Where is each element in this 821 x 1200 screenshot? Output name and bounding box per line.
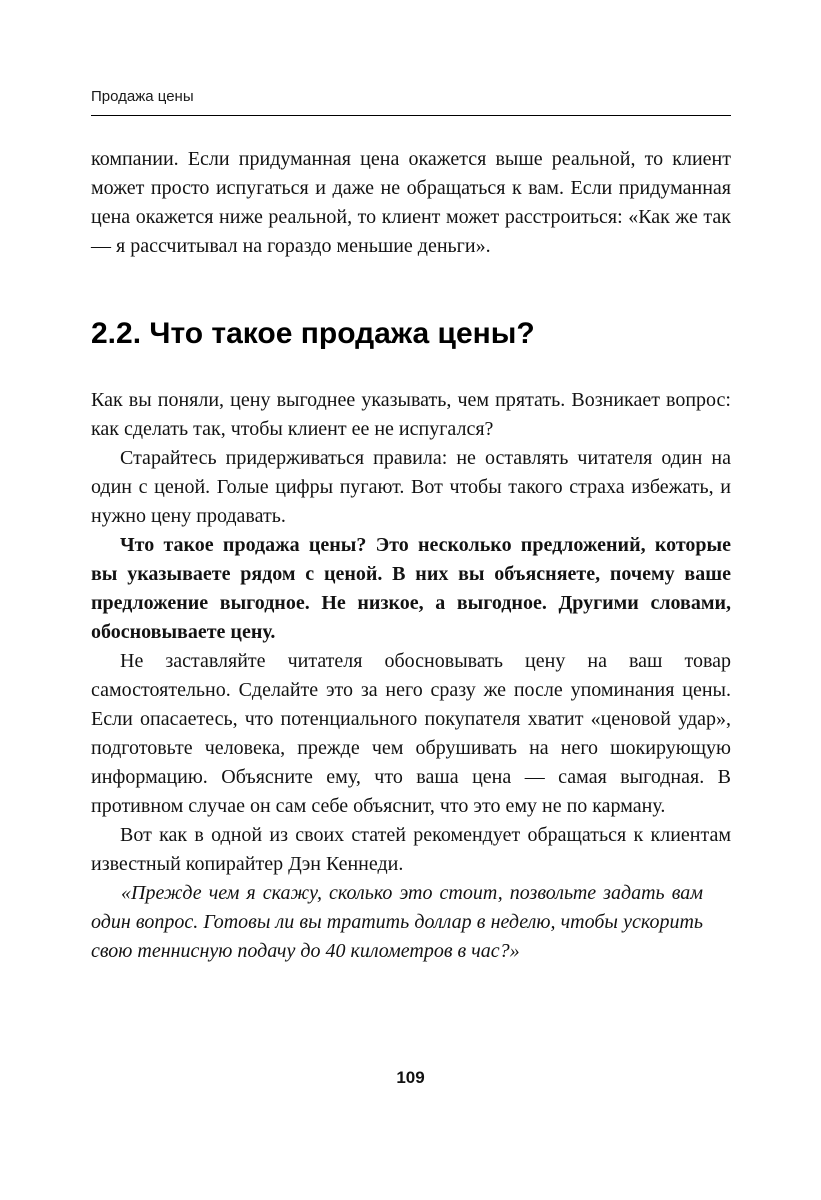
text-block bbox=[91, 88, 731, 966]
paragraph: Старайтесь придерживаться правила: не оставлять читателя один на один с ценой. Голые цифры пугают. Вот чтобы такого страха избежать, и нужно цену продавать. bbox=[91, 447, 731, 527]
paragraph-continuation: компании. Если придуманная цена окажется выше реальной, то клиент может просто испугаться и даже не обращаться к вам. Если придуманная цена окажется ниже реальной, то клиент может расстроиться: «Как же так — я рассчитывал на гораздо меньшие деньги». bbox=[91, 148, 731, 257]
running-header: Продажа цены bbox=[91, 88, 731, 116]
page-body bbox=[91, 145, 731, 966]
paragraph: Не заставляйте читателя обосновывать цену на ваш товар самостоятельно. Сделайте это за него сразу же после упоминания цены. Если опасаетесь, что потенциального покупателя хватит «ценовой удар», подготовьте человека, прежде чем обрушивать на него шокирующую информацию. Объясните ему, что ваша цена — самая выгодная. В противном случае он сам себе объяснит, что это ему не по карману. bbox=[91, 650, 731, 817]
quote-block: «Прежде чем я скажу, сколько это стоит, позвольте задать вам один вопрос. Готовы ли вы тратить доллар в неделю, чтобы ускорить свою теннисную подачу до 40 километров в час?» bbox=[91, 882, 703, 962]
page-number: 109 bbox=[396, 1068, 425, 1087]
paragraph: Вот как в одной из своих статей рекомендует обращаться к клиентам известный копирайтер Дэн Кеннеди. bbox=[91, 824, 731, 875]
paragraph-bold: Что такое продажа цены? Это несколько предложений, которые вы указываете рядом с ценой. В них вы объясняете, почему ваше предложение выгодное. Не низкое, а выгодное. Другими словами, обосновываете цену. bbox=[91, 534, 731, 643]
paragraph: Как вы поняли, цену выгоднее указывать, чем прятать. Возникает вопрос: как сделать так, чтобы клиент ее не испугался? bbox=[91, 389, 731, 440]
section-heading: 2.2. Что такое продажа цены? bbox=[91, 317, 535, 350]
